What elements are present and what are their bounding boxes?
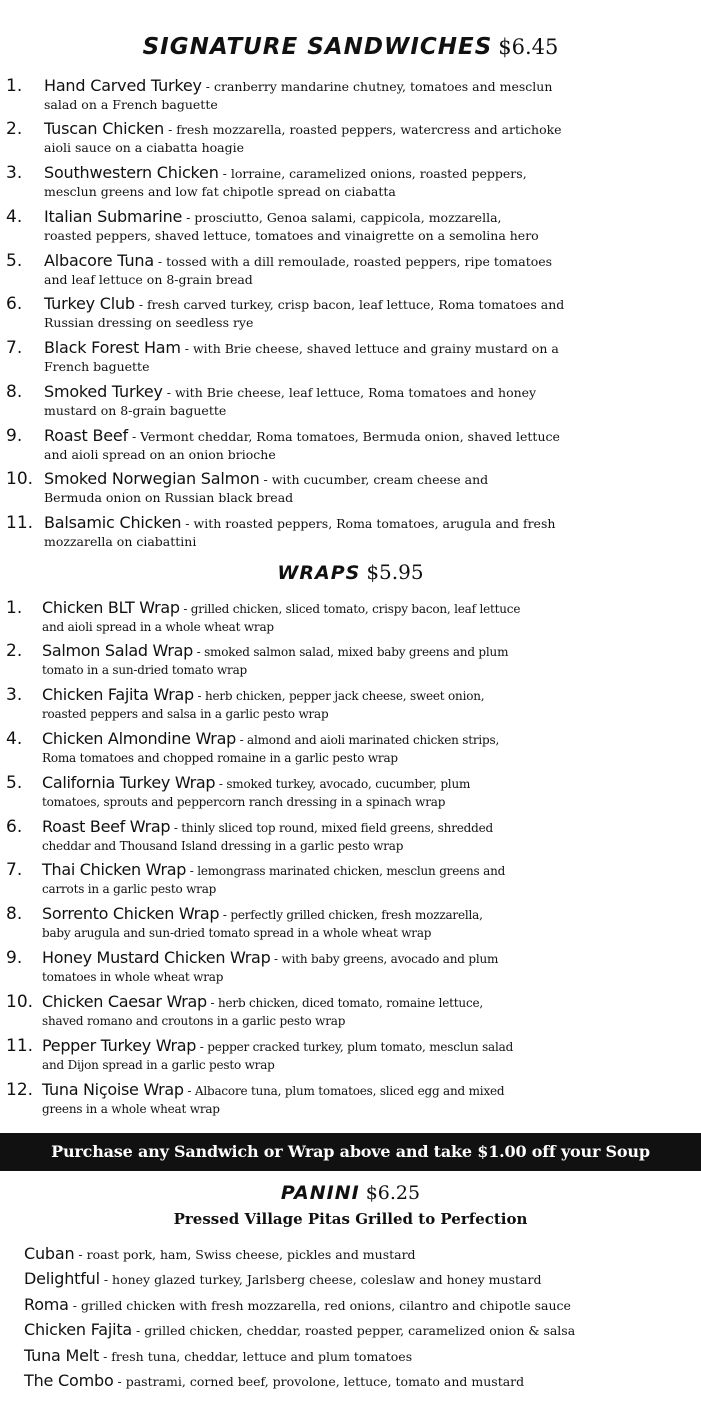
item-number: 4. bbox=[6, 207, 23, 227]
item-name: Roma bbox=[24, 1295, 69, 1314]
item-desc: - perfectly grilled chicken, fresh mozzarella, bbox=[219, 908, 483, 922]
item-desc-cont: and aioli spread on an onion brioche bbox=[44, 447, 276, 462]
item-desc: - pepper cracked turkey, plum tomato, mesclun salad bbox=[196, 1040, 514, 1054]
list-item bbox=[24, 1244, 416, 1263]
soup-discount-banner: Purchase any Sandwich or Wrap above and take $1.00 off your Soup bbox=[0, 1133, 701, 1171]
item-desc-cont: salad on a French baguette bbox=[44, 97, 218, 112]
item-number: 10. bbox=[6, 469, 34, 489]
list-item bbox=[24, 1269, 541, 1288]
item-name: Smoked Turkey bbox=[44, 382, 163, 401]
item-name: California Turkey Wrap bbox=[42, 773, 216, 792]
item-desc: - Vermont cheddar, Roma tomatoes, Bermuda onion, shaved lettuce bbox=[128, 429, 560, 444]
item-name: Salmon Salad Wrap bbox=[42, 641, 194, 660]
item-desc: - honey glazed turkey, Jarlsberg cheese, coleslaw and honey mustard bbox=[99, 1272, 542, 1287]
panini-title: PANINI bbox=[280, 1182, 360, 1204]
wraps-price: $5.95 bbox=[366, 560, 424, 584]
item-desc: - fresh tuna, cheddar, lettuce and plum tomatoes bbox=[99, 1349, 413, 1364]
item-desc-cont: carrots in a garlic pesto wrap bbox=[42, 882, 217, 896]
item-desc-cont: and Dijon spread in a garlic pesto wrap bbox=[42, 1058, 275, 1072]
item-name: Chicken Fajita Wrap bbox=[42, 685, 194, 704]
item-desc-cont: baby arugula and sun-dried tomato spread in a whole wheat wrap bbox=[42, 926, 432, 940]
item-number: 7. bbox=[6, 338, 23, 358]
item-desc-cont: and leaf lettuce on 8-grain bread bbox=[44, 272, 253, 287]
item-number: 11. bbox=[6, 513, 34, 533]
item-desc-cont: and aioli spread in a whole wheat wrap bbox=[42, 620, 274, 634]
item-desc: - grilled chicken, sliced tomato, crispy bacon, leaf lettuce bbox=[179, 602, 521, 616]
item-desc-cont: cheddar and Thousand Island dressing in a garlic pesto wrap bbox=[42, 839, 404, 853]
item-name: Cuban bbox=[24, 1244, 75, 1263]
item-desc: - grilled chicken, cheddar, roasted pepper, caramelized onion & salsa bbox=[132, 1323, 576, 1338]
item-desc: - with Brie cheese, shaved lettuce and grainy mustard on a bbox=[180, 341, 559, 356]
item-desc-cont: mozzarella on ciabattini bbox=[44, 534, 197, 549]
item-name: Italian Submarine bbox=[44, 207, 183, 226]
item-desc-cont: roasted peppers and salsa in a garlic pesto wrap bbox=[42, 707, 329, 721]
item-name: Pepper Turkey Wrap bbox=[42, 1036, 197, 1055]
item-number: 3. bbox=[6, 685, 23, 705]
item-name: Delightful bbox=[24, 1269, 100, 1288]
signature-header bbox=[0, 34, 701, 60]
item-desc-cont: tomatoes in whole wheat wrap bbox=[42, 970, 224, 984]
item-number: 12. bbox=[6, 1080, 34, 1100]
item-number: 7. bbox=[6, 860, 23, 880]
item-desc: - almond and aioli marinated chicken strips, bbox=[235, 733, 500, 747]
item-number: 1. bbox=[6, 76, 23, 96]
item-desc-cont: Roma tomatoes and chopped romaine in a garlic pesto wrap bbox=[42, 751, 398, 765]
item-number: 9. bbox=[6, 426, 23, 446]
item-desc: - cranberry mandarine chutney, tomatoes and mesclun bbox=[201, 79, 553, 94]
item-desc-cont: tomato in a sun-dried tomato wrap bbox=[42, 663, 247, 677]
item-desc-cont: mustard on 8-grain baguette bbox=[44, 403, 227, 418]
item-number: 1. bbox=[6, 598, 23, 618]
item-number: 3. bbox=[6, 163, 23, 183]
item-desc-cont: shaved romano and croutons in a garlic pesto wrap bbox=[42, 1014, 346, 1028]
item-name: Thai Chicken Wrap bbox=[42, 860, 187, 879]
item-desc: - grilled chicken with fresh mozzarella, red onions, cilantro and chipotle sauce bbox=[68, 1298, 571, 1313]
item-name: Tuna Melt bbox=[24, 1346, 100, 1365]
item-number: 2. bbox=[6, 641, 23, 661]
item-name: Roast Beef bbox=[44, 426, 128, 445]
item-name: Smoked Norwegian Salmon bbox=[44, 469, 260, 488]
item-desc-cont: tomatoes, sprouts and peppercorn ranch dressing in a spinach wrap bbox=[42, 795, 446, 809]
item-desc: - tossed with a dill remoulade, roasted peppers, ripe tomatoes bbox=[153, 254, 553, 269]
item-desc-cont: greens in a whole wheat wrap bbox=[42, 1102, 220, 1116]
item-number: 4. bbox=[6, 729, 23, 749]
item-desc: - fresh mozzarella, roasted peppers, watercress and artichoke bbox=[164, 122, 562, 137]
signature-price: $6.45 bbox=[498, 35, 559, 59]
list-item bbox=[24, 1346, 412, 1365]
item-desc: - herb chicken, diced tomato, romaine lettuce, bbox=[206, 996, 483, 1010]
item-name: Turkey Club bbox=[44, 294, 135, 313]
item-name: Chicken Almondine Wrap bbox=[42, 729, 236, 748]
item-name: Tuscan Chicken bbox=[44, 119, 165, 138]
item-desc: - with baby greens, avocado and plum bbox=[270, 952, 499, 966]
item-desc: - lorraine, caramelized onions, roasted peppers, bbox=[218, 166, 527, 181]
panini-price: $6.25 bbox=[365, 1182, 421, 1204]
item-desc-cont: French baguette bbox=[44, 359, 150, 374]
item-desc: - with Brie cheese, leaf lettuce, Roma tomatoes and honey bbox=[162, 385, 537, 400]
wraps-title: WRAPS bbox=[277, 562, 361, 584]
item-desc: - pastrami, corned beef, provolone, lettuce, tomato and mustard bbox=[113, 1374, 525, 1389]
item-number: 11. bbox=[6, 1036, 34, 1056]
item-number: 9. bbox=[6, 948, 23, 968]
list-item bbox=[24, 1320, 575, 1339]
panini-header bbox=[0, 1182, 701, 1204]
item-number: 5. bbox=[6, 773, 23, 793]
item-number: 6. bbox=[6, 817, 23, 837]
item-desc: - Albacore tuna, plum tomatoes, sliced egg and mixed bbox=[183, 1084, 505, 1098]
item-name: The Combo bbox=[24, 1371, 114, 1390]
item-name: Albacore Tuna bbox=[44, 251, 154, 270]
item-name: Chicken BLT Wrap bbox=[42, 598, 180, 617]
item-number: 8. bbox=[6, 382, 23, 402]
item-desc: - thinly sliced top round, mixed field greens, shredded bbox=[170, 821, 493, 835]
list-item bbox=[24, 1371, 524, 1390]
item-name: Black Forest Ham bbox=[44, 338, 181, 357]
item-desc: - fresh carved turkey, crisp bacon, leaf lettuce, Roma tomatoes and bbox=[134, 297, 565, 312]
item-name: Hand Carved Turkey bbox=[44, 76, 202, 95]
signature-title: SIGNATURE SANDWICHES bbox=[142, 34, 493, 60]
item-desc-cont: Russian dressing on seedless rye bbox=[44, 315, 254, 330]
wraps-header bbox=[0, 560, 701, 584]
item-name: Tuna Niçoise Wrap bbox=[42, 1080, 184, 1099]
item-desc: - smoked salmon salad, mixed baby greens and plum bbox=[193, 645, 509, 659]
item-desc: - with roasted peppers, Roma tomatoes, arugula and fresh bbox=[181, 516, 556, 531]
item-number: 5. bbox=[6, 251, 23, 271]
item-name: Roast Beef Wrap bbox=[42, 817, 171, 836]
list-item bbox=[24, 1295, 571, 1314]
item-name: Balsamic Chicken bbox=[44, 513, 182, 532]
item-desc: - lemongrass marinated chicken, mesclun greens and bbox=[186, 864, 506, 878]
item-desc: - smoked turkey, avocado, cucumber, plum bbox=[215, 777, 471, 791]
item-name: Sorrento Chicken Wrap bbox=[42, 904, 220, 923]
item-desc: - roast pork, ham, Swiss cheese, pickles and mustard bbox=[74, 1247, 416, 1262]
item-desc-cont: roasted peppers, shaved lettuce, tomatoes and vinaigrette on a semolina hero bbox=[44, 228, 539, 243]
item-name: Honey Mustard Chicken Wrap bbox=[42, 948, 271, 967]
item-name: Chicken Fajita bbox=[24, 1320, 133, 1339]
item-desc-cont: mesclun greens and low fat chipotle spread on ciabatta bbox=[44, 184, 396, 199]
item-desc: - herb chicken, pepper jack cheese, sweet onion, bbox=[193, 689, 485, 703]
item-number: 10. bbox=[6, 992, 34, 1012]
panini-subtitle: Pressed Village Pitas Grilled to Perfection bbox=[173, 1210, 528, 1228]
item-desc: - prosciutto, Genoa salami, cappicola, mozzarella, bbox=[182, 210, 502, 225]
item-number: 6. bbox=[6, 294, 23, 314]
item-number: 8. bbox=[6, 904, 23, 924]
item-name: Chicken Caesar Wrap bbox=[42, 992, 207, 1011]
item-number: 2. bbox=[6, 119, 23, 139]
item-desc: - with cucumber, cream cheese and bbox=[259, 472, 489, 487]
item-desc-cont: Bermuda onion on Russian black bread bbox=[44, 490, 294, 505]
item-desc-cont: aioli sauce on a ciabatta hoagie bbox=[44, 140, 245, 155]
item-name: Southwestern Chicken bbox=[44, 163, 219, 182]
